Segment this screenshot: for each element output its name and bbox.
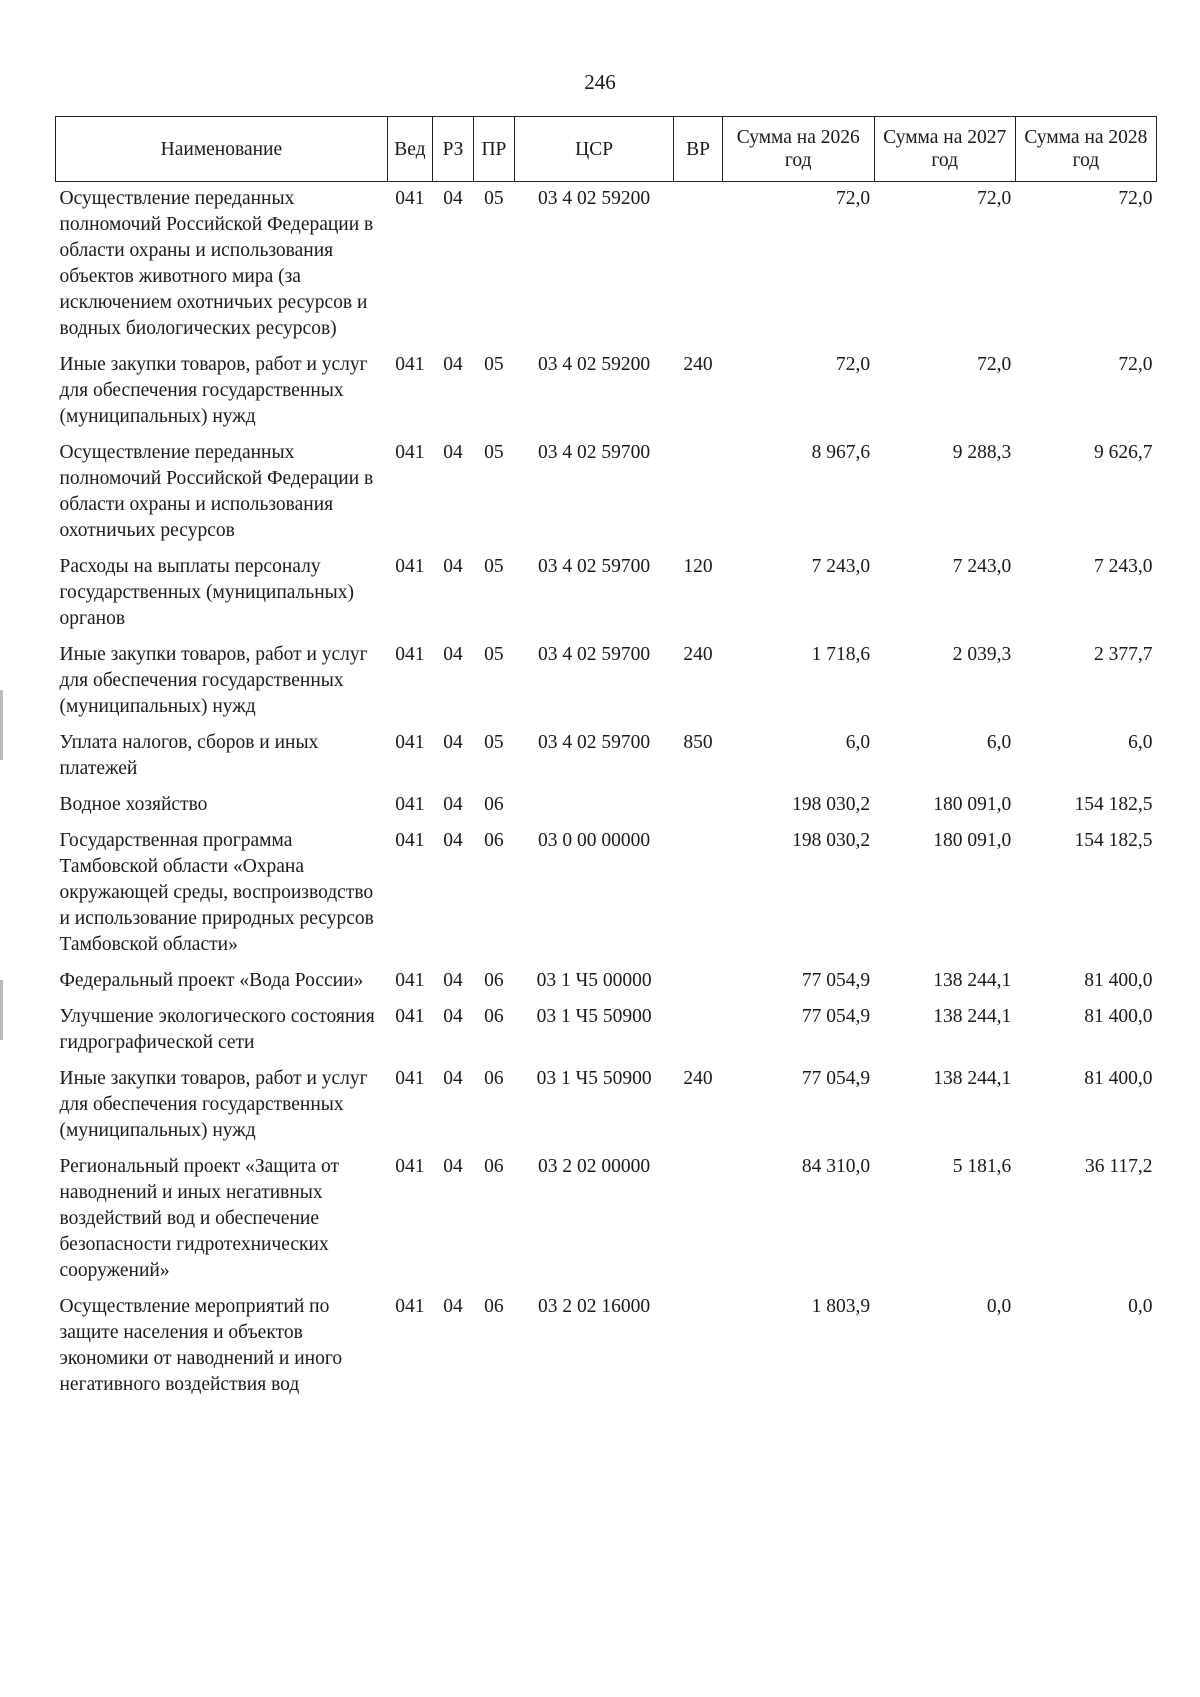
row-rz: 04 [443, 794, 463, 815]
budget-table [55, 116, 1157, 1404]
table-row [56, 1150, 1157, 1290]
header-pr: ПР [473, 117, 514, 182]
row-sum-2028: 6,0 [1128, 732, 1153, 753]
row-ved: 041 [395, 1006, 425, 1027]
row-rz: 04 [443, 1296, 463, 1317]
table-row [56, 1290, 1157, 1404]
row-name: Водное хозяйство [59, 794, 208, 815]
row-ved: 041 [395, 644, 425, 665]
row-name: Иные закупки товаров, работ и услуг для обеспечения государственных (муниципальных) нужд [59, 1068, 368, 1141]
row-csr [514, 788, 673, 824]
row-pr: 06 [484, 794, 504, 815]
row-csr: 03 2 02 00000 [538, 1156, 651, 1177]
row-sum-2028: 36 117,2 [1084, 1156, 1153, 1177]
row-rz: 04 [443, 732, 463, 753]
row-sum-2027: 2 039,3 [952, 644, 1012, 665]
row-sum-2026: 1 718,6 [811, 644, 871, 665]
row-pr: 05 [484, 556, 504, 577]
table-row [56, 1062, 1157, 1150]
row-pr: 06 [484, 1068, 504, 1089]
header-sum-2027: Сумма на 2027 год [874, 117, 1015, 182]
row-name: Осуществление мероприятий по защите населения и объектов экономики от наводнений и иного негативного воздействия вод [59, 1296, 343, 1395]
row-vr: 850 [683, 732, 713, 753]
row-sum-2026: 6,0 [845, 732, 871, 753]
row-sum-2027: 5 181,6 [952, 1156, 1012, 1177]
row-sum-2028: 81 400,0 [1084, 970, 1153, 991]
row-sum-2028: 72,0 [1118, 188, 1153, 209]
row-sum-2027: 72,0 [977, 354, 1012, 375]
table-row [56, 1000, 1157, 1062]
row-sum-2027: 6,0 [986, 732, 1012, 753]
row-pr: 06 [484, 1296, 504, 1317]
row-sum-2027: 0,0 [986, 1296, 1012, 1317]
row-ved: 041 [395, 556, 425, 577]
header-csr: ЦСР [514, 117, 673, 182]
row-csr: 03 4 02 59200 [538, 188, 651, 209]
row-csr: 03 4 02 59700 [538, 442, 651, 463]
row-sum-2028: 81 400,0 [1084, 1068, 1153, 1089]
row-ved: 041 [395, 188, 425, 209]
row-ved: 041 [395, 732, 425, 753]
row-sum-2026: 77 054,9 [801, 970, 871, 991]
table-row [56, 726, 1157, 788]
row-sum-2026: 1 803,9 [811, 1296, 871, 1317]
row-name: Федеральный проект «Вода России» [59, 970, 364, 991]
row-csr: 03 2 02 16000 [538, 1296, 651, 1317]
row-vr [674, 1150, 722, 1290]
row-vr: 120 [683, 556, 713, 577]
row-sum-2027: 9 288,3 [952, 442, 1012, 463]
row-name: Улучшение экологического состояния гидрографической сети [59, 1006, 375, 1053]
header-ved: Вед [387, 117, 432, 182]
row-ved: 041 [395, 970, 425, 991]
row-rz: 04 [443, 188, 463, 209]
row-name: Уплата налогов, сборов и иных платежей [59, 732, 319, 779]
scan-artifact [0, 690, 3, 760]
row-csr: 03 4 02 59700 [538, 732, 651, 753]
row-ved: 041 [395, 1068, 425, 1089]
row-sum-2027: 72,0 [977, 188, 1012, 209]
row-name: Региональный проект «Защита от наводнений и иных негативных воздействий вод и обеспечение безопасности гидротехнических сооружений» [59, 1156, 340, 1281]
row-ved: 041 [395, 442, 425, 463]
row-sum-2026: 77 054,9 [801, 1068, 871, 1089]
row-sum-2026: 198 030,2 [792, 830, 871, 851]
row-sum-2026: 7 243,0 [811, 556, 871, 577]
row-vr: 240 [683, 644, 713, 665]
row-vr: 240 [683, 1068, 713, 1089]
row-sum-2028: 0,0 [1128, 1296, 1153, 1317]
row-vr [674, 788, 722, 824]
row-sum-2027: 138 244,1 [933, 1068, 1012, 1089]
scan-artifact [0, 980, 3, 1040]
row-rz: 04 [443, 1006, 463, 1027]
row-pr: 05 [484, 442, 504, 463]
row-ved: 041 [395, 1296, 425, 1317]
header-vr: ВР [674, 117, 722, 182]
row-pr: 05 [484, 354, 504, 375]
row-vr [674, 824, 722, 964]
row-csr: 03 1 Ч5 50900 [536, 1068, 652, 1089]
row-sum-2028: 7 243,0 [1094, 556, 1153, 577]
row-rz: 04 [443, 1068, 463, 1089]
row-rz: 04 [443, 830, 463, 851]
header-sum-2026: Сумма на 2026 год [722, 117, 874, 182]
row-sum-2028: 9 626,7 [1094, 442, 1153, 463]
row-csr: 03 4 02 59700 [538, 644, 651, 665]
row-sum-2027: 138 244,1 [933, 1006, 1012, 1027]
table-row [56, 348, 1157, 436]
row-sum-2028: 72,0 [1118, 354, 1153, 375]
row-vr [674, 1000, 722, 1062]
row-rz: 04 [443, 442, 463, 463]
table-header-row [56, 117, 1157, 182]
row-rz: 04 [443, 556, 463, 577]
header-name: Наименование [56, 117, 388, 182]
row-name: Иные закупки товаров, работ и услуг для обеспечения государственных (муниципальных) нужд [59, 354, 368, 427]
row-sum-2026: 72,0 [836, 188, 871, 209]
row-pr: 06 [484, 970, 504, 991]
row-csr: 03 4 02 59700 [538, 556, 651, 577]
row-ved: 041 [395, 1156, 425, 1177]
row-name: Расходы на выплаты персоналу государственных (муниципальных) органов [59, 556, 355, 629]
table-row [56, 788, 1157, 824]
row-sum-2026: 198 030,2 [792, 794, 871, 815]
table-row [56, 638, 1157, 726]
row-rz: 04 [443, 354, 463, 375]
row-pr: 05 [484, 732, 504, 753]
row-sum-2028: 81 400,0 [1084, 1006, 1153, 1027]
header-sum-2028: Сумма на 2028 год [1015, 117, 1156, 182]
row-pr: 05 [484, 188, 504, 209]
table-row [56, 824, 1157, 964]
table-body [56, 182, 1157, 1405]
row-name: Осуществление переданных полномочий Российской Федерации в области охраны и использования объектов животного мира (за исключением охотничьих ресурсов и водных биологических ресурсов) [59, 188, 374, 339]
row-vr [674, 182, 722, 349]
row-rz: 04 [443, 970, 463, 991]
row-csr: 03 1 Ч5 00000 [536, 970, 652, 991]
row-sum-2028: 2 377,7 [1094, 644, 1153, 665]
table-row [56, 550, 1157, 638]
row-vr [674, 436, 722, 550]
row-name: Государственная программа Тамбовской области «Охрана окружающей среды, воспроизводство и использование природных ресурсов Тамбовской области» [59, 830, 374, 955]
row-vr [674, 964, 722, 1000]
table-row [56, 964, 1157, 1000]
row-rz: 04 [443, 1156, 463, 1177]
row-vr: 240 [683, 354, 713, 375]
row-pr: 06 [484, 1156, 504, 1177]
row-sum-2028: 154 182,5 [1074, 830, 1153, 851]
row-sum-2026: 72,0 [836, 354, 871, 375]
row-csr: 03 0 00 00000 [538, 830, 651, 851]
row-csr: 03 1 Ч5 50900 [536, 1006, 652, 1027]
row-rz: 04 [443, 644, 463, 665]
row-name: Иные закупки товаров, работ и услуг для обеспечения государственных (муниципальных) нужд [59, 644, 368, 717]
row-name: Осуществление переданных полномочий Российской Федерации в области охраны и использования охотничьих ресурсов [59, 442, 374, 541]
page-number: 246 [584, 70, 616, 94]
row-sum-2027: 180 091,0 [933, 794, 1012, 815]
row-sum-2028: 154 182,5 [1074, 794, 1153, 815]
row-ved: 041 [395, 830, 425, 851]
row-ved: 041 [395, 354, 425, 375]
table-row [56, 182, 1157, 349]
row-sum-2027: 7 243,0 [952, 556, 1012, 577]
row-ved: 041 [395, 794, 425, 815]
row-sum-2027: 180 091,0 [933, 830, 1012, 851]
row-sum-2026: 84 310,0 [801, 1156, 871, 1177]
row-sum-2027: 138 244,1 [933, 970, 1012, 991]
row-sum-2026: 77 054,9 [801, 1006, 871, 1027]
table-row [56, 436, 1157, 550]
row-pr: 06 [484, 830, 504, 851]
row-csr: 03 4 02 59200 [538, 354, 651, 375]
row-pr: 06 [484, 1006, 504, 1027]
row-pr: 05 [484, 644, 504, 665]
row-sum-2026: 8 967,6 [811, 442, 871, 463]
header-rz: РЗ [433, 117, 474, 182]
row-vr [674, 1290, 722, 1404]
